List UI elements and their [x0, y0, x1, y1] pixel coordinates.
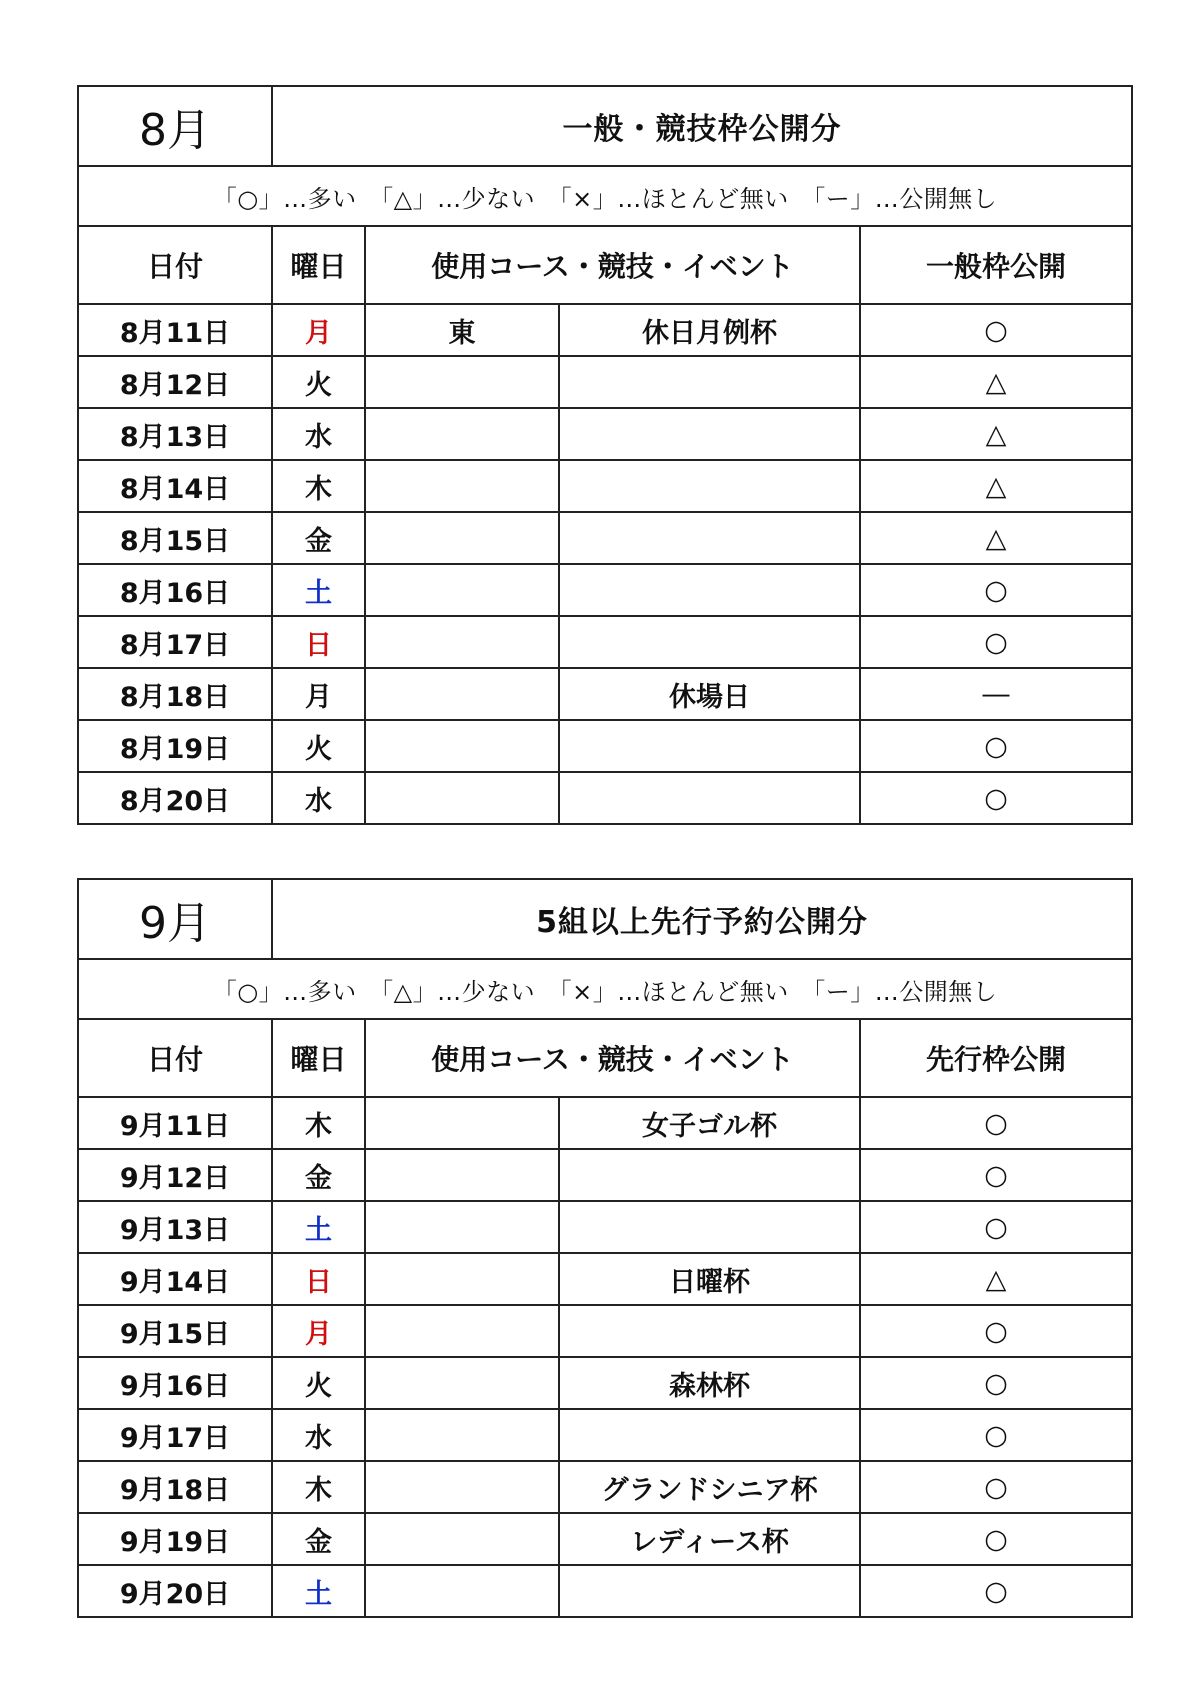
header-dow: 曜日: [272, 1019, 365, 1097]
header-course: 使用コース・競技・イベント: [365, 1019, 860, 1097]
header-date: 日付: [78, 226, 272, 304]
event-cell: 休日月例杯: [559, 304, 860, 356]
dow-cell: 月: [272, 1305, 365, 1357]
event-cell: [559, 356, 860, 408]
event-cell: [559, 1565, 860, 1617]
event-cell: 日曜杯: [559, 1253, 860, 1305]
availability-cell: ○: [860, 1409, 1132, 1461]
event-cell: 女子ゴル杯: [559, 1097, 860, 1149]
availability-cell: △: [860, 408, 1132, 460]
legend: 「○」…多い 「△」…少ない 「×」…ほとんど無い 「ー」…公開無し: [78, 166, 1132, 226]
event-cell: [559, 1149, 860, 1201]
course-cell: [365, 1461, 559, 1513]
course-cell: [365, 1513, 559, 1565]
august-schedule-table: [77, 85, 1133, 825]
date-cell: 8月17日: [78, 616, 272, 668]
course-cell: [365, 408, 559, 460]
dow-cell: 金: [272, 1513, 365, 1565]
event-cell: [559, 1201, 860, 1253]
course-cell: 東: [365, 304, 559, 356]
availability-cell: ○: [860, 772, 1132, 824]
availability-cell: △: [860, 512, 1132, 564]
availability-cell: ○: [860, 616, 1132, 668]
date-cell: 9月18日: [78, 1461, 272, 1513]
table-row: [78, 460, 1132, 512]
date-cell: 8月18日: [78, 668, 272, 720]
availability-cell: ○: [860, 1149, 1132, 1201]
date-cell: 8月20日: [78, 772, 272, 824]
dow-cell: 火: [272, 356, 365, 408]
date-cell: 9月19日: [78, 1513, 272, 1565]
dow-cell: 日: [272, 616, 365, 668]
event-cell: [559, 512, 860, 564]
date-cell: 9月11日: [78, 1097, 272, 1149]
course-cell: [365, 772, 559, 824]
availability-cell: ○: [860, 1461, 1132, 1513]
course-cell: [365, 1565, 559, 1617]
dow-cell: 火: [272, 1357, 365, 1409]
availability-cell: ―: [860, 668, 1132, 720]
table-row: [78, 564, 1132, 616]
date-cell: 9月16日: [78, 1357, 272, 1409]
table-row: [78, 772, 1132, 824]
table-row: [78, 512, 1132, 564]
table-row: [78, 304, 1132, 356]
date-cell: 9月20日: [78, 1565, 272, 1617]
dow-cell: 日: [272, 1253, 365, 1305]
event-cell: グランドシニア杯: [559, 1461, 860, 1513]
dow-cell: 火: [272, 720, 365, 772]
header-open: 先行枠公開: [860, 1019, 1132, 1097]
dow-cell: 月: [272, 668, 365, 720]
dow-cell: 木: [272, 1097, 365, 1149]
event-cell: 休場日: [559, 668, 860, 720]
table-row: [78, 1409, 1132, 1461]
dow-cell: 金: [272, 512, 365, 564]
table-row: [78, 408, 1132, 460]
dow-cell: 木: [272, 460, 365, 512]
availability-cell: △: [860, 356, 1132, 408]
event-cell: [559, 408, 860, 460]
course-cell: [365, 616, 559, 668]
dow-cell: 金: [272, 1149, 365, 1201]
dow-cell: 水: [272, 408, 365, 460]
dow-cell: 水: [272, 1409, 365, 1461]
date-cell: 9月15日: [78, 1305, 272, 1357]
course-cell: [365, 720, 559, 772]
date-cell: 9月13日: [78, 1201, 272, 1253]
event-cell: [559, 616, 860, 668]
date-cell: 8月13日: [78, 408, 272, 460]
dow-cell: 土: [272, 1565, 365, 1617]
table-row: [78, 1097, 1132, 1149]
event-cell: [559, 460, 860, 512]
section-title: 一般・競技枠公開分: [272, 86, 1132, 166]
date-cell: 8月16日: [78, 564, 272, 616]
header-dow: 曜日: [272, 226, 365, 304]
course-cell: [365, 512, 559, 564]
table-row: [78, 1253, 1132, 1305]
availability-cell: ○: [860, 1565, 1132, 1617]
availability-cell: ○: [860, 304, 1132, 356]
course-cell: [365, 1409, 559, 1461]
availability-cell: ○: [860, 1357, 1132, 1409]
date-cell: 9月14日: [78, 1253, 272, 1305]
event-cell: 森林杯: [559, 1357, 860, 1409]
date-cell: 8月14日: [78, 460, 272, 512]
dow-cell: 木: [272, 1461, 365, 1513]
date-cell: 9月17日: [78, 1409, 272, 1461]
dow-cell: 水: [272, 772, 365, 824]
availability-cell: ○: [860, 1513, 1132, 1565]
course-cell: [365, 460, 559, 512]
course-cell: [365, 356, 559, 408]
date-cell: 9月12日: [78, 1149, 272, 1201]
section-title: 5組以上先行予約公開分: [272, 879, 1132, 959]
table-row: [78, 720, 1132, 772]
table-row: [78, 1461, 1132, 1513]
event-cell: [559, 564, 860, 616]
header-open: 一般枠公開: [860, 226, 1132, 304]
date-cell: 8月15日: [78, 512, 272, 564]
course-cell: [365, 1305, 559, 1357]
event-cell: [559, 772, 860, 824]
availability-cell: ○: [860, 1097, 1132, 1149]
event-cell: [559, 720, 860, 772]
dow-cell: 土: [272, 1201, 365, 1253]
availability-cell: △: [860, 1253, 1132, 1305]
availability-cell: ○: [860, 1201, 1132, 1253]
table-row: [78, 1565, 1132, 1617]
event-cell: [559, 1305, 860, 1357]
header-date: 日付: [78, 1019, 272, 1097]
table-row: [78, 668, 1132, 720]
month-label: 9月: [78, 879, 272, 959]
course-cell: [365, 668, 559, 720]
table-row: [78, 1149, 1132, 1201]
availability-cell: ○: [860, 1305, 1132, 1357]
table-row: [78, 1357, 1132, 1409]
availability-cell: △: [860, 460, 1132, 512]
availability-cell: ○: [860, 720, 1132, 772]
table-row: [78, 1201, 1132, 1253]
table-row: [78, 616, 1132, 668]
table-row: [78, 356, 1132, 408]
date-cell: 8月11日: [78, 304, 272, 356]
date-cell: 8月12日: [78, 356, 272, 408]
event-cell: [559, 1409, 860, 1461]
dow-cell: 月: [272, 304, 365, 356]
header-course: 使用コース・競技・イベント: [365, 226, 860, 304]
september-schedule-table: [77, 878, 1133, 1618]
table-row: [78, 1305, 1132, 1357]
course-cell: [365, 1097, 559, 1149]
event-cell: レディース杯: [559, 1513, 860, 1565]
date-cell: 8月19日: [78, 720, 272, 772]
legend: 「○」…多い 「△」…少ない 「×」…ほとんど無い 「ー」…公開無し: [78, 959, 1132, 1019]
course-cell: [365, 1357, 559, 1409]
month-label: 8月: [78, 86, 272, 166]
availability-cell: ○: [860, 564, 1132, 616]
course-cell: [365, 1253, 559, 1305]
course-cell: [365, 1201, 559, 1253]
course-cell: [365, 564, 559, 616]
course-cell: [365, 1149, 559, 1201]
dow-cell: 土: [272, 564, 365, 616]
table-row: [78, 1513, 1132, 1565]
